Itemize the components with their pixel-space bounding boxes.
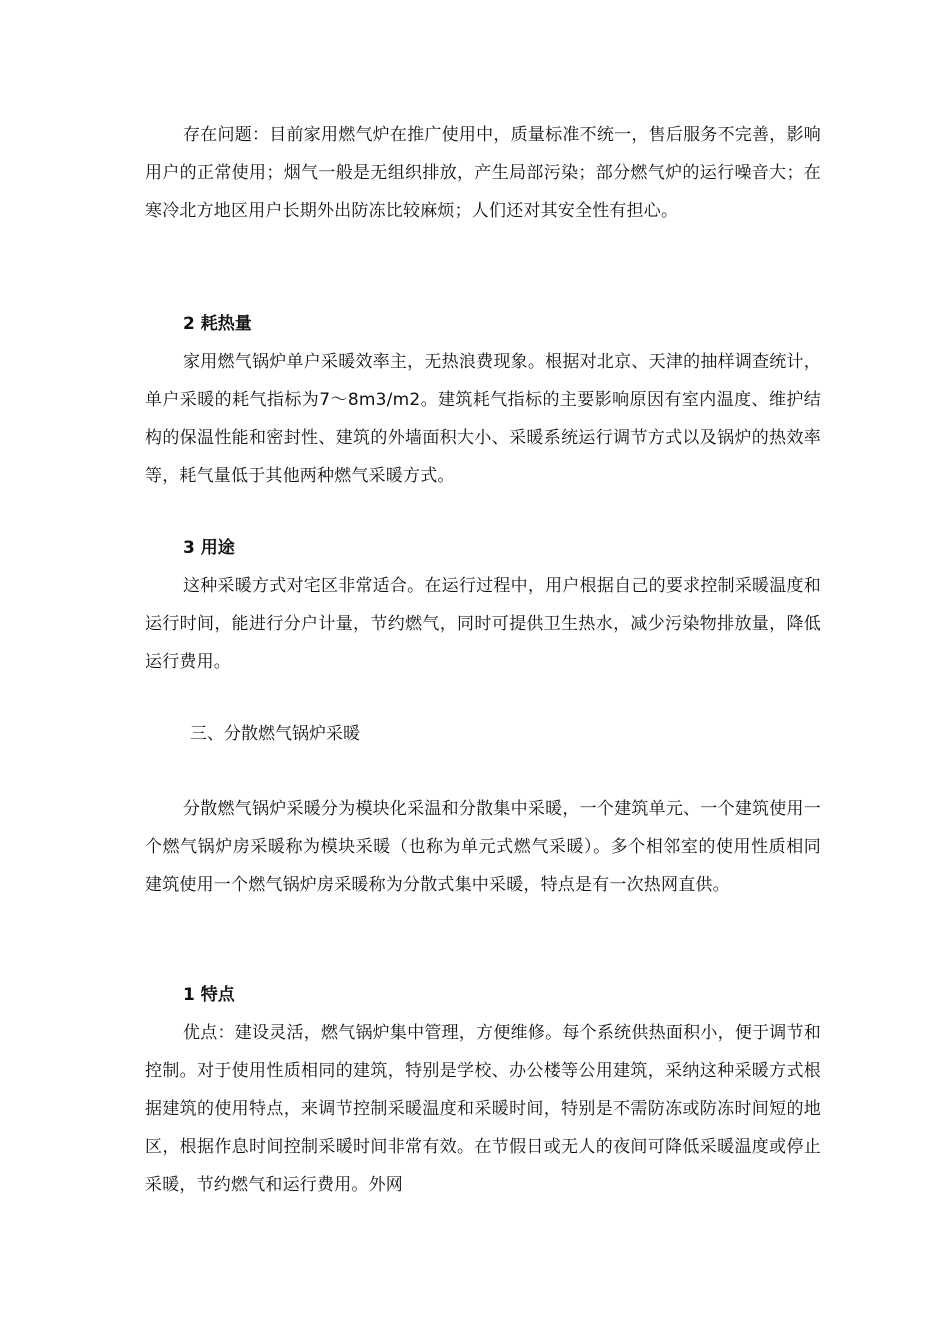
heading-features: 1 特点 <box>183 985 235 1005</box>
section-title-decentralized-heating: 三、分散燃气锅炉采暖 <box>190 724 360 744</box>
paragraph-usage: 这种采暖方式对宅区非常适合。在运行过程中，用户根据自己的要求控制采暖温度和运行时间，能进行分户计量，节约燃气，同时可提供卫生热水，减少污染物排放量，降低运行费用。 <box>145 576 821 672</box>
heading-heat-consumption: 2 耗热量 <box>183 314 252 334</box>
paragraph-heat-consumption: 家用燃气锅炉单户采暖效率主，无热浪费现象。根据对北京、天津的抽样调查统计，单户采暖的耗气指标为7～8m3/m2。建筑耗气指标的主要影响原因有室内温度、维护结构的保温性能和密封性、建筑的外墙面积大小、采暖系统运行调节方式以及锅炉的热效率等，耗气量低于其他两种燃气采暖方式。 <box>145 352 821 486</box>
paragraph-problems: 存在问题：目前家用燃气炉在推广使用中，质量标准不统一，售后服务不完善，影响用户的正常使用；烟气一般是无组织排放，产生局部污染；部分燃气炉的运行噪音大；在寒冷北方地区用户长期外出防冻比较麻烦；人们还对其安全性有担心。 <box>145 125 821 221</box>
paragraph-features: 优点：建设灵活，燃气锅炉集中管理，方便维修。每个系统供热面积小，便于调节和控制。对于使用性质相同的建筑，特别是学校、办公楼等公用建筑，采纳这种采暖方式根据建筑的使用特点，来调节控制采暖温度和采暖时间，特别是不需防冻或防冻时间短的地区，根据作息时间控制采暖时间非常有效。在节假日或无人的夜间可降低采暖温度或停止采暖，节约燃气和运行费用。外网 <box>145 1023 821 1195</box>
heading-usage: 3 用途 <box>183 538 235 558</box>
paragraph-decentralized-intro: 分散燃气锅炉采暖分为模块化采温和分散集中采暖，一个建筑单元、一个建筑使用一个燃气锅炉房采暖称为模块采暖（也称为单元式燃气采暖）。多个相邻室的使用性质相同建筑使用一个燃气锅炉房采暖称为分散式集中采暖，特点是有一次热网直供。 <box>145 799 821 895</box>
